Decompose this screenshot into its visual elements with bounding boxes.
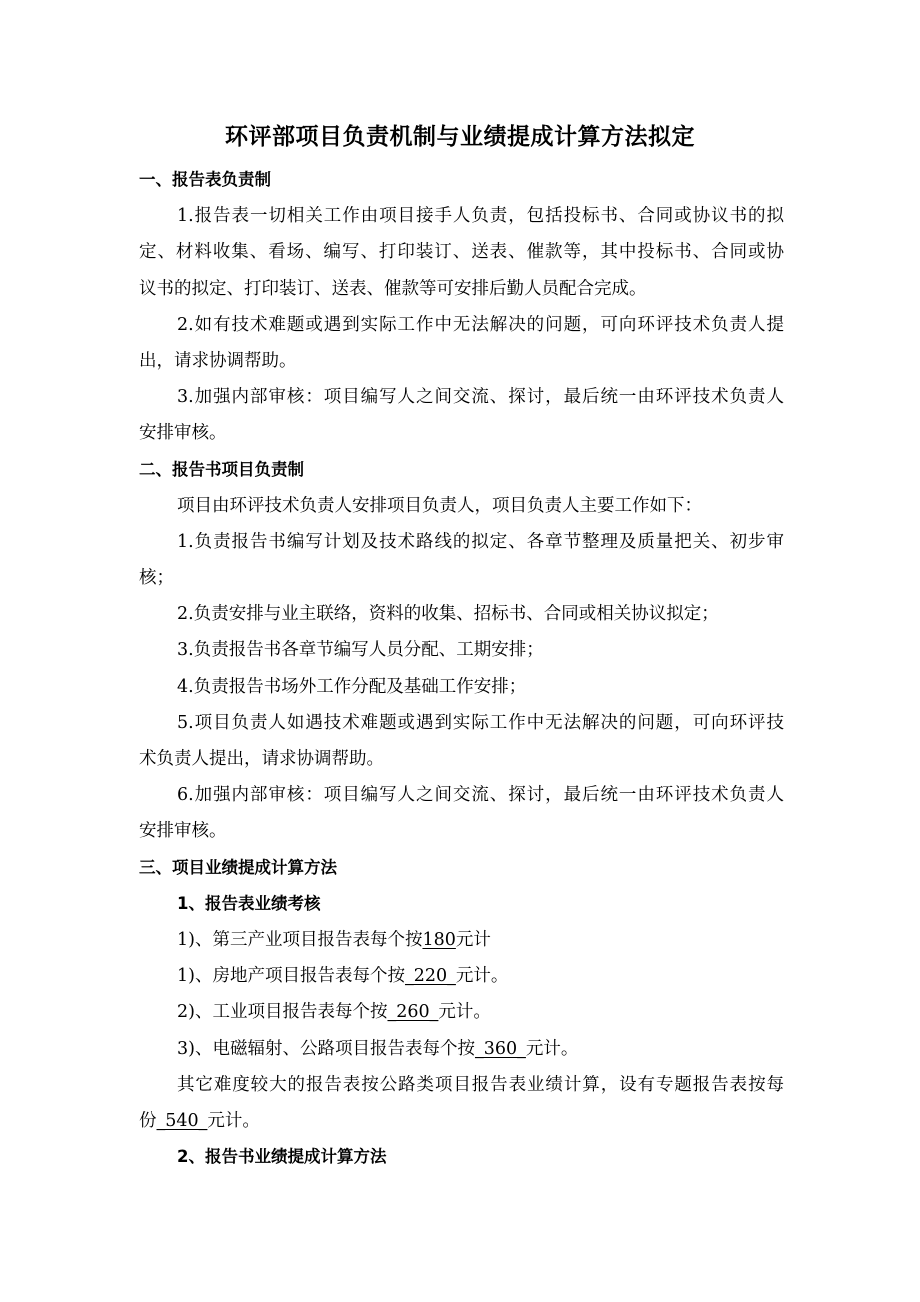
rate-label: 1)、第三产业项目报告表每个按 xyxy=(177,929,423,950)
paragraph-line: 其它难度较大的报告表按公路类项目报告表业绩计算，设有专题报告表按每 xyxy=(177,1074,784,1095)
paragraph-line: 定、材料收集、看场、编写、打印装订、送表、催款等，其中投标书、合同或协 xyxy=(139,242,784,263)
section-1-heading: 一、报告表负责制 xyxy=(139,170,271,189)
rate-label: 1)、房地产项目报告表每个按 xyxy=(177,966,405,987)
rate-unit: 元计 xyxy=(455,929,491,950)
rate-line xyxy=(139,1103,784,1139)
list-item-continuation: 安排审核。 xyxy=(139,821,227,842)
rate-line xyxy=(139,922,784,958)
section-2-heading: 二、报告书项目负责制 xyxy=(139,459,304,479)
rate-value: _260_ xyxy=(387,1002,439,1023)
list-item-continuation: 核； xyxy=(139,568,174,589)
rate-line xyxy=(139,958,784,994)
rate-label: 3)、电磁辐射、公路项目报告表每个按 xyxy=(177,1038,475,1059)
section-3-heading: 三、项目业绩提成计算方法 xyxy=(139,857,337,877)
list-item: 1.负责报告书编写计划及技术路线的拟定、各章节整理及质量把关、初步审 xyxy=(177,531,784,552)
subsection-2-heading: 2、报告书业绩提成计算方法 xyxy=(177,1147,387,1167)
list-item-continuation: 术负责人提出，请求协调帮助。 xyxy=(139,749,384,769)
rate-value: 180 xyxy=(422,929,456,950)
document-title: 环评部项目负责机制与业绩提成计算方法拟定 xyxy=(225,124,695,150)
paragraph-line: 项目由环评技术负责人安排项目负责人，项目负责人主要工作如下： xyxy=(177,495,702,516)
rate-value: _360_ xyxy=(474,1038,526,1059)
rate-line xyxy=(139,1031,784,1067)
list-item: 5.项目负责人如遇技术难题或遇到实际工作中无法解决的问题，可向环评技 xyxy=(177,712,784,733)
list-item: 6.加强内部审核：项目编写人之间交流、探讨，最后统一由环评技术负责人 xyxy=(177,785,784,806)
rate-unit: 元计。 xyxy=(207,1110,260,1131)
paragraph-line: 2.如有技术难题或遇到实际工作中无法解决的问题，可向环评技术负责人提 xyxy=(177,314,784,335)
paragraph-line: 3.加强内部审核：项目编写人之间交流、探讨，最后统一由环评技术负责人 xyxy=(177,387,784,408)
rate-line xyxy=(139,994,784,1030)
rate-label: 2)、工业项目报告表每个按 xyxy=(177,1002,388,1023)
paragraph-line: 出，请求协调帮助。 xyxy=(139,350,297,371)
list-item: 4.负责报告书场外工作分配及基础工作安排； xyxy=(177,676,527,697)
rate-value: _220_ xyxy=(404,966,456,987)
rate-label: 份 xyxy=(139,1110,157,1131)
paragraph-line: 议书的拟定、打印装订、送表、催款等可安排后勤人员配合完成。 xyxy=(139,278,647,299)
rate-unit: 元计。 xyxy=(455,966,509,987)
rate-value: _540_ xyxy=(156,1110,208,1131)
subsection-1-heading: 1、报告表业绩考核 xyxy=(177,893,321,913)
list-item: 2.负责安排与业主联络，资料的收集、招标书、合同或相关协议拟定； xyxy=(177,604,719,625)
document-body xyxy=(139,162,784,1175)
paragraph-line: 1.报告表一切相关工作由项目接手人负责，包括投标书、合同或协议书的拟 xyxy=(177,206,784,227)
paragraph-line: 安排审核。 xyxy=(139,423,227,444)
rate-unit: 元计。 xyxy=(525,1038,579,1059)
list-item: 3.负责报告书各章节编写人员分配、工期安排； xyxy=(177,640,544,661)
rate-unit: 元计。 xyxy=(438,1002,491,1023)
